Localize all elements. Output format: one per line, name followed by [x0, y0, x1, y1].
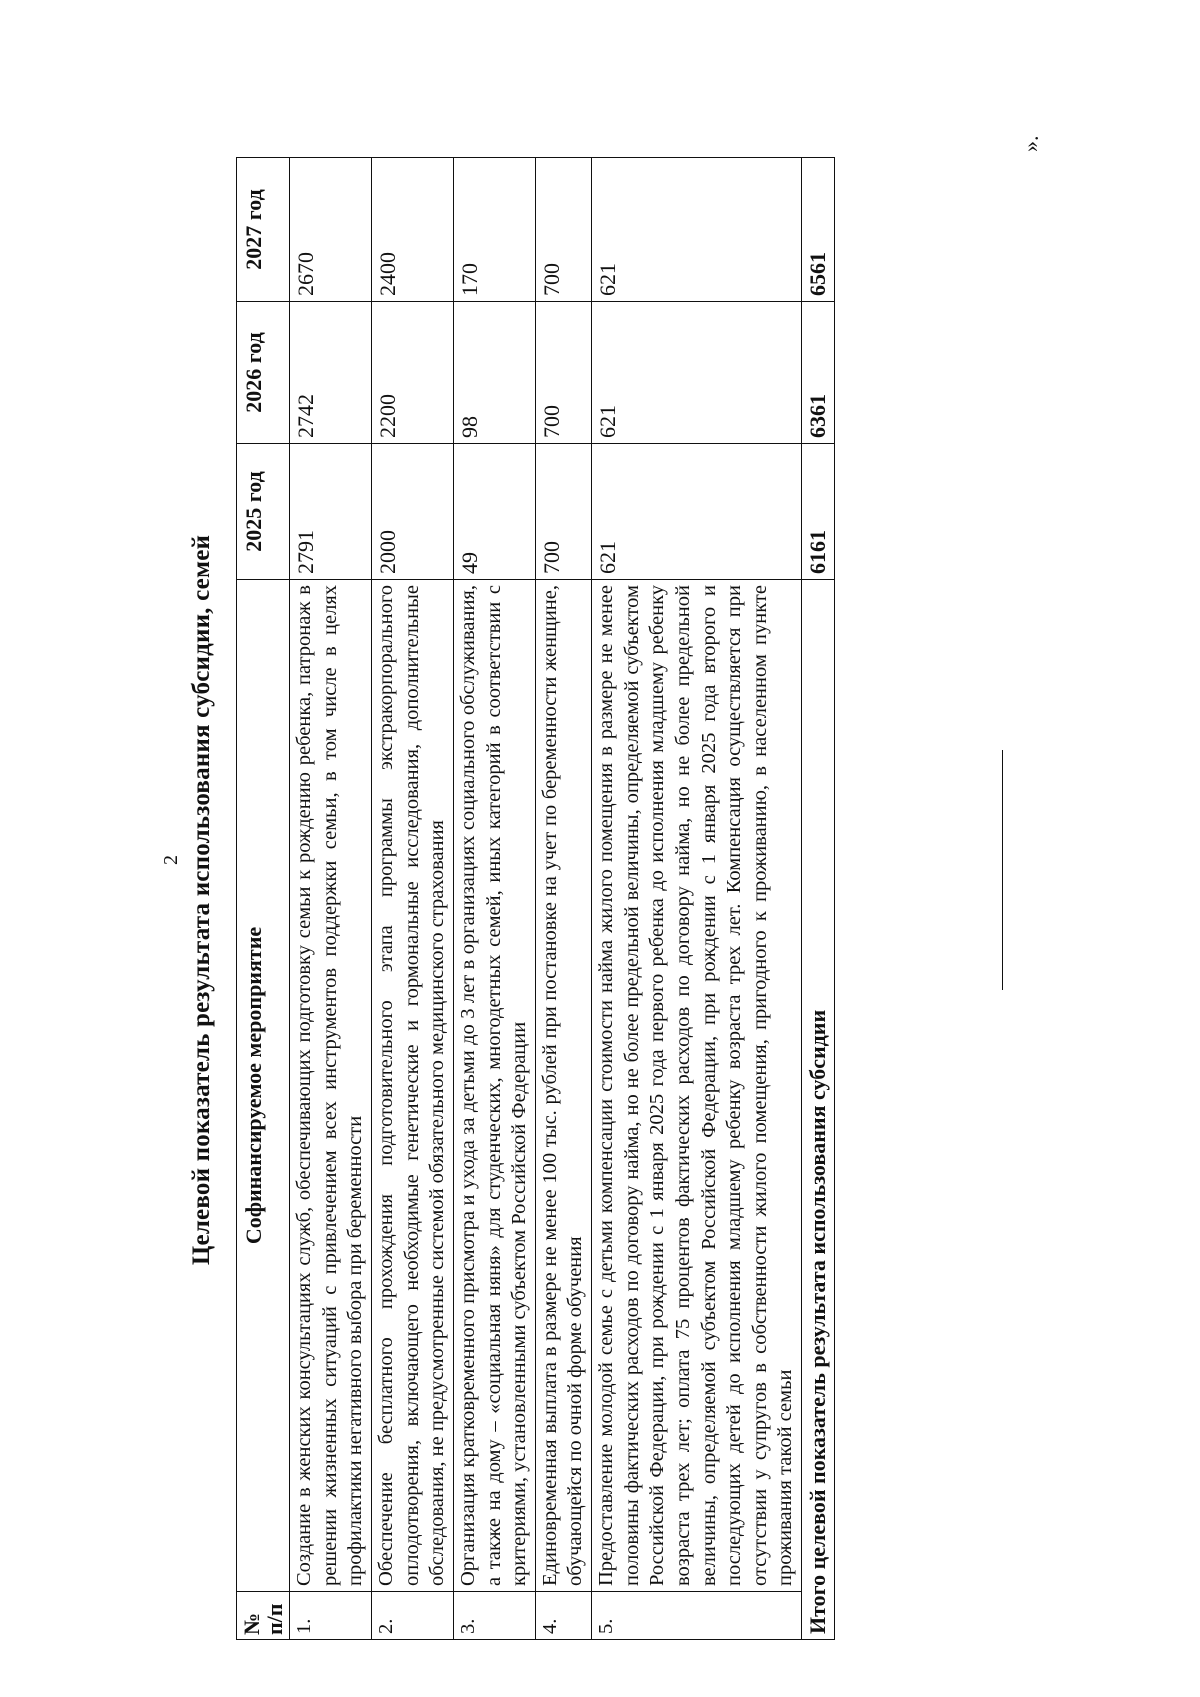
- row-value-2027: 2670: [290, 158, 372, 302]
- table-row: [453, 158, 535, 1640]
- row-value-2026: 621: [592, 302, 802, 444]
- table-row: [372, 158, 454, 1640]
- row-value-2026: 2200: [372, 302, 454, 444]
- row-value-2027: 621: [592, 158, 802, 302]
- total-label: Итого целевой показатель результата использования субсидии: [802, 580, 835, 1640]
- document-title: Целевой показатель результата использования субсидии, семей: [188, 534, 215, 1266]
- row-activity: Обеспечение бесплатного прохождения подготовительного этапа программы экстракорпорального оплодотворения, включающего необходимые генетические и гормональные исследования, дополнительные обследования, не предусмотренные системой обязательного медицинского страхования: [372, 580, 454, 1592]
- total-value-2027: 6561: [802, 158, 835, 302]
- row-value-2026: 700: [535, 302, 591, 444]
- total-value-2025: 6161: [802, 444, 835, 580]
- row-number: 5.: [592, 1592, 802, 1640]
- indicator-table: [236, 157, 835, 1640]
- header-2025: 2025 год: [237, 444, 290, 580]
- row-value-2027: 170: [453, 158, 535, 302]
- table-row: [535, 158, 591, 1640]
- row-activity: Создание в женских консультациях служб, обеспечивающих подготовку семьи к рождению ребенка, патронаж в решении жизненных ситуаций с привлечением всех инструментов поддержки семьи, в том числе в целях профилактики негативного выбора при беременности: [290, 580, 372, 1592]
- row-value-2026: 2742: [290, 302, 372, 444]
- total-row: [802, 158, 835, 1640]
- row-activity: Организация кратковременного присмотра и ухода за детьми до 3 лет в организациях социального обслуживания, а также на дому – «социальная няня» для студенческих, многодетных семей, иных категорий в соответствии с критериями, установленными субъектом Российской Федерации: [453, 580, 535, 1592]
- row-value-2026: 98: [453, 302, 535, 444]
- row-value-2027: 700: [535, 158, 591, 302]
- header-activity: Софинансируемое мероприятие: [237, 580, 290, 1592]
- row-value-2025: 49: [453, 444, 535, 580]
- closing-quote-mark: ».: [1018, 135, 1043, 152]
- header-number: № п/п: [237, 1592, 290, 1640]
- header-2026: 2026 год: [237, 302, 290, 444]
- row-value-2025: 621: [592, 444, 802, 580]
- row-number: 1.: [290, 1592, 372, 1640]
- page-content: [160, 100, 1043, 1640]
- total-value-2026: 6361: [802, 302, 835, 444]
- row-value-2025: 2791: [290, 444, 372, 580]
- table-header-row: [237, 158, 290, 1640]
- table-row: [290, 158, 372, 1640]
- row-number: 3.: [453, 1592, 535, 1640]
- header-2027: 2027 год: [237, 158, 290, 302]
- row-activity: Предоставление молодой семье с детьми компенсации стоимости найма жилого помещения в размере не менее половины фактических расходов по договору найма, но не более предельной величины, определяемой субъектом Российской Федерации, при рождении с 1 января 2025 года первого ребенка до исполнения младшему ребенку возраста трех лет; оплата 75 процентов фактических расходов по договору найма, но не более предельной величины, определяемой субъектом Российской Федерации, при рождении с 1 января 2025 года второго и последующих детей до исполнения младшему ребенку возраста трех лет. Компенсация осуществляется при отсутствии у супругов в собственности жилого помещения, пригодного к проживанию, в населенном пункте проживания такой семьи: [592, 580, 802, 1592]
- page-number: 2: [160, 855, 182, 865]
- row-value-2025: 700: [535, 444, 591, 580]
- row-number: 2.: [372, 1592, 454, 1640]
- row-number: 4.: [535, 1592, 591, 1640]
- footer-divider-line: [1002, 750, 1003, 990]
- table-row: [592, 158, 802, 1640]
- row-value-2025: 2000: [372, 444, 454, 580]
- row-value-2027: 2400: [372, 158, 454, 302]
- row-activity: Единовременная выплата в размере не менее 100 тыс. рублей при постановке на учет по беременности женщине, обучающейся по очной форме обучения: [535, 580, 591, 1592]
